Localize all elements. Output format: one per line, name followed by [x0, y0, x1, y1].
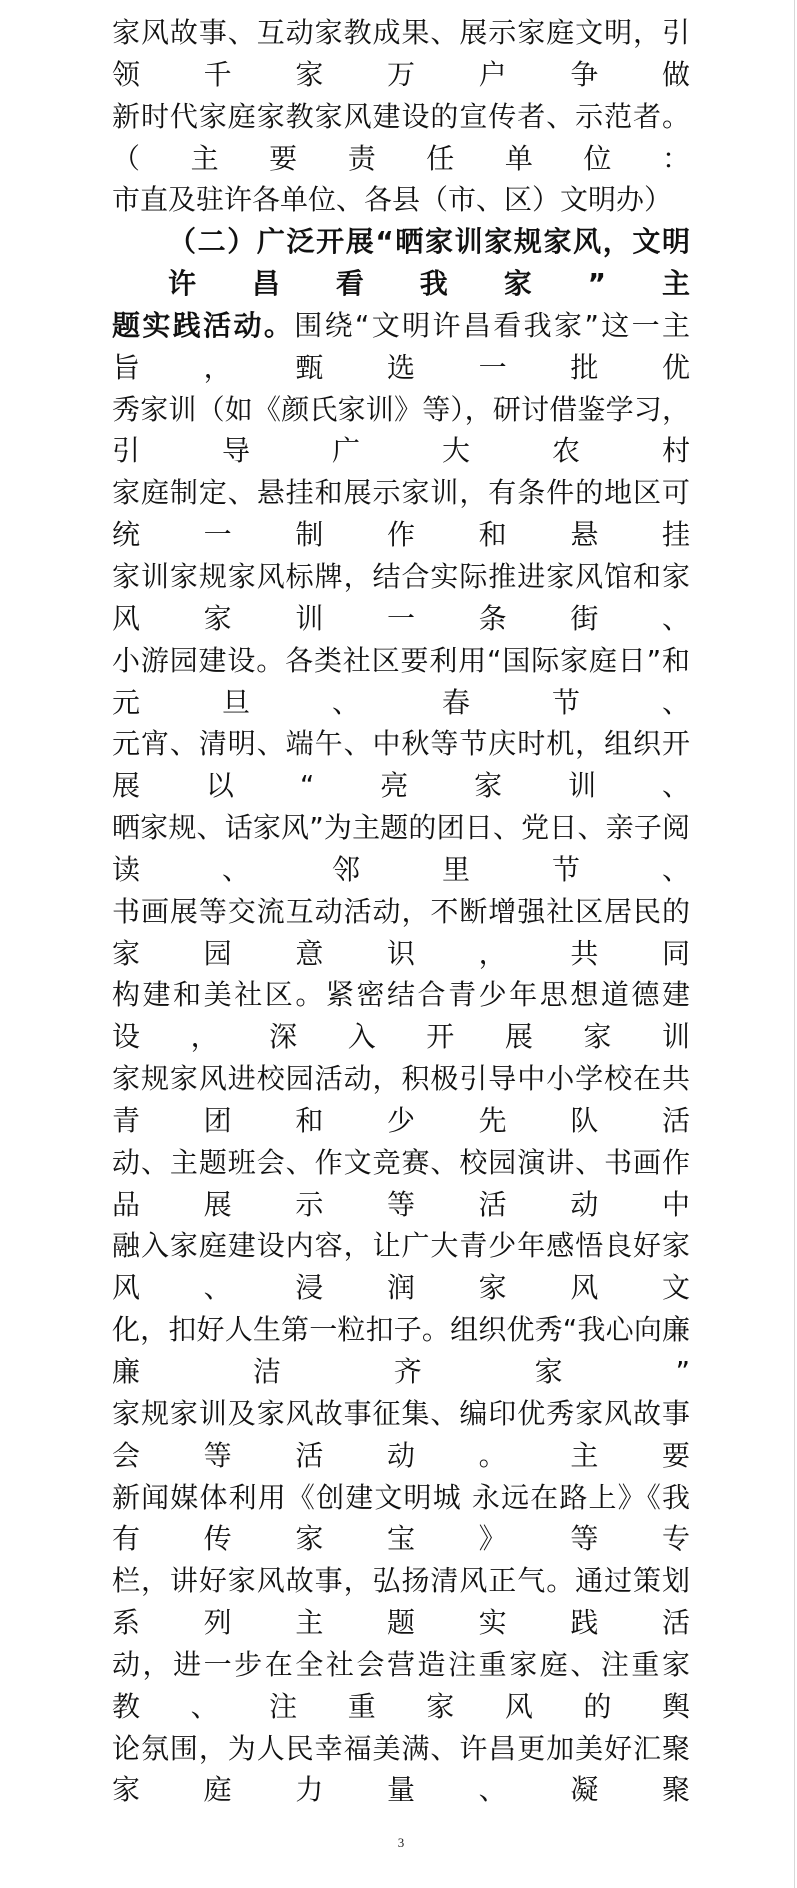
page-number: 3 — [397, 1835, 405, 1851]
text-line: 构建和美社区。紧密结合青少年思想道德建设，深入开展家训 — [112, 978, 690, 1054]
text-line: 秀家训（如《颜氏家训》等），研讨借鉴学习，引导广大农村 — [112, 392, 690, 468]
section-heading — [112, 221, 690, 305]
text-line: 家规家风进校园活动，积极引导中小学校在共青团和少先队活 — [112, 1062, 690, 1137]
heading-text: （二）广泛开展“晒家训家规家风，文明许昌看我家”主 — [168, 225, 690, 301]
text-line: 论氛围，为人民幸福美满、许昌更加美好汇聚家庭力量、凝聚 — [112, 1731, 690, 1807]
text-line: 晒家规、话家风”为主题的团日、党日、亲子阅读、邻里节、 — [112, 811, 690, 886]
body-text — [112, 12, 690, 1811]
text-line: 家庭制定、悬挂和展示家训，有条件的地区可统一制作和悬挂 — [112, 476, 690, 552]
text-line: 融入家庭建设内容，让广大青少年感悟良好家风、浸润家风文 — [112, 1229, 690, 1305]
text-line: 元宵、清明、端午、中秋等节庆时机，组织开展以“亮家训、 — [112, 727, 690, 803]
text-span: 围绕“文明许昌看我家”这一主旨，甄选一批优 — [112, 308, 690, 384]
text-line: 家训家规家风标牌，结合实际推进家风馆和家风家训一条街、 — [112, 559, 690, 635]
text-line: 小游园建设。各类社区要利用“国际家庭日”和元旦、春节、 — [112, 643, 690, 719]
text-line: 动、主题班会、作文竞赛、校园演讲、书画作品展示等活动中 — [112, 1145, 690, 1221]
text-line: 市直及驻许各单位、各县（市、区）文明办） — [112, 183, 673, 217]
text-line: 动，进一步在全社会营造注重家庭、注重家教、注重家风的舆 — [112, 1647, 690, 1723]
text-line: 家风故事、互动家教成果、展示家庭文明，引领千家万户争做 — [112, 16, 690, 91]
text-line: 家规家训及家风故事征集、编印优秀家风故事会等活动。主要 — [112, 1396, 690, 1472]
text-line — [112, 305, 690, 389]
text-line: 化，扣好人生第一粒扣子。组织优秀“我心向廉 廉洁齐家” — [112, 1313, 690, 1388]
text-line: 栏，讲好家风故事，弘扬清风正气。通过策划系列主题实践活 — [112, 1564, 690, 1640]
heading-text-cont: 题实践活动。 — [112, 308, 295, 342]
text-line: 书画展等交流互动活动，不断增强社区居民的家园意识，共同 — [112, 894, 690, 970]
text-line: 新时代家庭家教家风建设的宣传者、示范者。（主要责任单位： — [112, 99, 690, 175]
text-line: 新闻媒体利用《创建文明城 永远在路上》《我有传家宝》等专 — [112, 1480, 690, 1556]
